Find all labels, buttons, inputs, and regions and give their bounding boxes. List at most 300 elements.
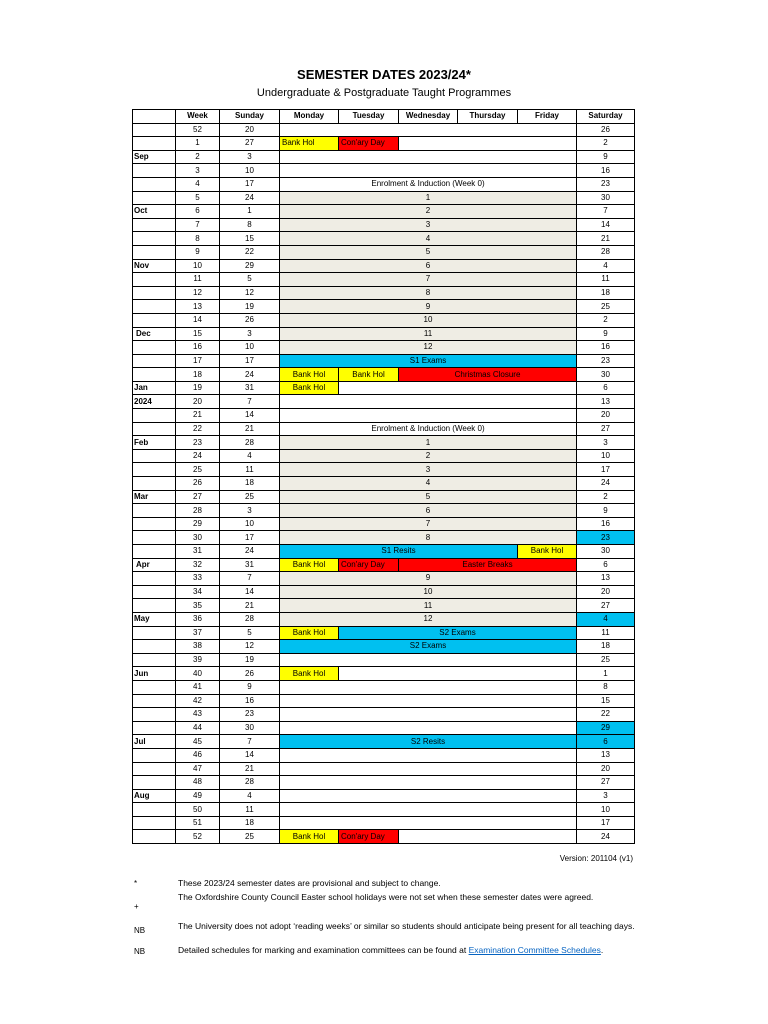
saturday-cell: 25 [577, 653, 635, 667]
note-symbol-nb-2: NB [134, 947, 146, 956]
event-cell [399, 830, 577, 844]
saturday-cell: 23 [577, 531, 635, 545]
event-cell [280, 816, 577, 830]
week-cell: 52 [176, 123, 220, 137]
table-row [133, 286, 635, 300]
saturday-cell: 6 [577, 558, 635, 572]
event-cell: 8 [280, 531, 577, 545]
month-cell: Feb [133, 436, 176, 450]
sunday-cell: 25 [220, 490, 280, 504]
event-cell [339, 381, 577, 395]
event-cell [399, 137, 577, 151]
note-committee-period: . [600, 945, 604, 955]
month-cell: Mar [133, 490, 176, 504]
month-cell [133, 803, 176, 817]
event-cell [280, 748, 577, 762]
week-cell: 17 [176, 354, 220, 368]
saturday-cell: 20 [577, 585, 635, 599]
sunday-cell: 1 [220, 205, 280, 219]
sunday-cell: 8 [220, 218, 280, 232]
week-cell: 28 [176, 504, 220, 518]
table-row [133, 735, 635, 749]
sunday-cell: 18 [220, 816, 280, 830]
event-cell [280, 776, 577, 790]
note-easter-holidays: The Oxfordshire County Council Easter school holidays were not set when these semester dates were agreed. [178, 892, 594, 902]
table-row [133, 409, 635, 423]
event-cell [280, 150, 577, 164]
event-cell: S2 Exams [280, 640, 577, 654]
saturday-cell: 4 [577, 612, 635, 626]
sunday-cell: 31 [220, 558, 280, 572]
table-row [133, 748, 635, 762]
sunday-cell: 17 [220, 354, 280, 368]
sunday-cell: 4 [220, 789, 280, 803]
month-cell: Sep [133, 150, 176, 164]
saturday-cell: 13 [577, 572, 635, 586]
note-provisional: These 2023/24 semester dates are provisional and subject to change. [178, 878, 441, 888]
month-cell [133, 273, 176, 287]
month-cell: Apr [133, 558, 176, 572]
sunday-cell: 16 [220, 694, 280, 708]
sunday-cell: 4 [220, 449, 280, 463]
sunday-cell: 24 [220, 545, 280, 559]
event-cell: 6 [280, 259, 577, 273]
month-cell [133, 830, 176, 844]
sunday-cell: 3 [220, 327, 280, 341]
event-cell [339, 667, 577, 681]
sunday-cell: 19 [220, 300, 280, 314]
month-cell [133, 640, 176, 654]
week-cell: 11 [176, 273, 220, 287]
table-row [133, 789, 635, 803]
month-cell [133, 517, 176, 531]
table-row [133, 531, 635, 545]
week-cell: 4 [176, 177, 220, 191]
week-cell: 7 [176, 218, 220, 232]
event-cell: S2 Resits [280, 735, 577, 749]
week-cell: 46 [176, 748, 220, 762]
saturday-cell: 1 [577, 667, 635, 681]
table-row [133, 368, 635, 382]
table-row [133, 558, 635, 572]
saturday-cell: 13 [577, 748, 635, 762]
sunday-cell: 14 [220, 748, 280, 762]
month-cell [133, 449, 176, 463]
thursday-header: Thursday [458, 110, 518, 124]
month-cell [133, 232, 176, 246]
week-cell: 37 [176, 626, 220, 640]
sunday-cell: 31 [220, 381, 280, 395]
event-cell: Con'ary Day [339, 830, 399, 844]
sunday-cell: 7 [220, 572, 280, 586]
examination-committee-schedules-link[interactable]: Examination Committee Schedules [468, 945, 601, 955]
month-cell: Jan [133, 381, 176, 395]
saturday-cell: 24 [577, 830, 635, 844]
table-row [133, 708, 635, 722]
month-cell [133, 748, 176, 762]
event-cell: S1 Resits [280, 545, 518, 559]
sunday-cell: 10 [220, 341, 280, 355]
week-cell: 32 [176, 558, 220, 572]
saturday-cell: 8 [577, 680, 635, 694]
table-row [133, 599, 635, 613]
sunday-cell: 14 [220, 409, 280, 423]
header-row [133, 110, 635, 124]
page-title: SEMESTER DATES 2023/24* [297, 67, 471, 82]
table-row [133, 585, 635, 599]
event-cell: 11 [280, 327, 577, 341]
sunday-cell: 9 [220, 680, 280, 694]
event-cell: Bank Hol [280, 381, 339, 395]
event-cell: 1 [280, 191, 577, 205]
table-row [133, 259, 635, 273]
event-cell [280, 409, 577, 423]
sunday-cell: 21 [220, 422, 280, 436]
table-row [133, 463, 635, 477]
sunday-cell: 25 [220, 830, 280, 844]
month-cell [133, 300, 176, 314]
month-cell [133, 191, 176, 205]
saturday-cell: 18 [577, 640, 635, 654]
sunday-cell: 18 [220, 477, 280, 491]
week-cell: 16 [176, 341, 220, 355]
week-cell: 38 [176, 640, 220, 654]
event-cell [280, 653, 577, 667]
saturday-cell: 21 [577, 232, 635, 246]
saturday-cell: 23 [577, 354, 635, 368]
table-row [133, 572, 635, 586]
event-cell: 9 [280, 300, 577, 314]
week-cell: 1 [176, 137, 220, 151]
week-cell: 18 [176, 368, 220, 382]
sunday-cell: 27 [220, 137, 280, 151]
table-row [133, 232, 635, 246]
week-cell: 5 [176, 191, 220, 205]
month-cell [133, 816, 176, 830]
month-cell [133, 762, 176, 776]
week-cell: 40 [176, 667, 220, 681]
week-cell: 39 [176, 653, 220, 667]
sunday-cell: 30 [220, 721, 280, 735]
saturday-cell: 9 [577, 504, 635, 518]
week-cell: 9 [176, 245, 220, 259]
event-cell [280, 803, 577, 817]
week-cell: 2 [176, 150, 220, 164]
event-cell: 10 [280, 585, 577, 599]
month-cell: Jun [133, 667, 176, 681]
table-row [133, 245, 635, 259]
table-row [133, 436, 635, 450]
tuesday-header: Tuesday [339, 110, 399, 124]
month-cell [133, 164, 176, 178]
sunday-cell: 24 [220, 368, 280, 382]
saturday-cell: 16 [577, 341, 635, 355]
sunday-cell: 19 [220, 653, 280, 667]
week-cell: 36 [176, 612, 220, 626]
event-cell: 4 [280, 232, 577, 246]
event-cell: 12 [280, 341, 577, 355]
saturday-cell: 9 [577, 150, 635, 164]
sunday-cell: 7 [220, 395, 280, 409]
sunday-cell: 3 [220, 150, 280, 164]
saturday-cell: 2 [577, 490, 635, 504]
saturday-cell: 7 [577, 205, 635, 219]
event-cell: Christmas Closure [399, 368, 577, 382]
sunday-cell: 28 [220, 612, 280, 626]
table-row [133, 517, 635, 531]
saturday-cell: 14 [577, 218, 635, 232]
sunday-cell: 17 [220, 531, 280, 545]
month-cell [133, 245, 176, 259]
month-cell: Jul [133, 735, 176, 749]
saturday-cell: 4 [577, 259, 635, 273]
week-cell: 29 [176, 517, 220, 531]
event-cell: 7 [280, 517, 577, 531]
wednesday-header: Wednesday [399, 110, 458, 124]
week-cell: 14 [176, 313, 220, 327]
month-header [133, 110, 176, 124]
saturday-cell: 23 [577, 177, 635, 191]
month-cell [133, 721, 176, 735]
table-row [133, 354, 635, 368]
week-cell: 10 [176, 259, 220, 273]
friday-header: Friday [518, 110, 577, 124]
table-row [133, 205, 635, 219]
table-row [133, 164, 635, 178]
table-row [133, 422, 635, 436]
saturday-cell: 27 [577, 422, 635, 436]
month-cell [133, 422, 176, 436]
month-cell [133, 123, 176, 137]
week-cell: 12 [176, 286, 220, 300]
week-cell: 49 [176, 789, 220, 803]
event-cell: S1 Exams [280, 354, 577, 368]
event-cell: Enrolment & Induction (Week 0) [280, 422, 577, 436]
week-cell: 26 [176, 477, 220, 491]
sunday-cell: 12 [220, 640, 280, 654]
table-row [133, 150, 635, 164]
event-cell [280, 789, 577, 803]
table-row [133, 273, 635, 287]
note-reading-weeks: The University does not adopt ‘reading weeks’ or similar so students should anticipate being present for all teaching days. [178, 921, 635, 931]
month-cell [133, 313, 176, 327]
month-cell [133, 286, 176, 300]
week-cell: 23 [176, 436, 220, 450]
month-cell: May [133, 612, 176, 626]
month-cell [133, 218, 176, 232]
saturday-cell: 30 [577, 368, 635, 382]
sunday-cell: 15 [220, 232, 280, 246]
week-cell: 35 [176, 599, 220, 613]
saturday-cell: 3 [577, 436, 635, 450]
sunday-cell: 17 [220, 177, 280, 191]
sunday-header: Sunday [220, 110, 280, 124]
month-cell [133, 585, 176, 599]
saturday-cell: 20 [577, 409, 635, 423]
saturday-cell: 13 [577, 395, 635, 409]
month-cell [133, 531, 176, 545]
week-cell: 8 [176, 232, 220, 246]
table-row [133, 449, 635, 463]
table-row [133, 667, 635, 681]
table-row [133, 830, 635, 844]
saturday-cell: 16 [577, 164, 635, 178]
month-cell [133, 177, 176, 191]
week-cell: 27 [176, 490, 220, 504]
sunday-cell: 28 [220, 776, 280, 790]
table-row [133, 762, 635, 776]
month-cell [133, 368, 176, 382]
table-row [133, 776, 635, 790]
week-cell: 15 [176, 327, 220, 341]
month-cell [133, 463, 176, 477]
event-cell: 12 [280, 612, 577, 626]
table-row [133, 680, 635, 694]
month-cell [133, 708, 176, 722]
event-cell: 2 [280, 449, 577, 463]
week-cell: 24 [176, 449, 220, 463]
table-row [133, 803, 635, 817]
month-cell [133, 409, 176, 423]
event-cell: 7 [280, 273, 577, 287]
event-cell: 8 [280, 286, 577, 300]
event-cell [280, 762, 577, 776]
saturday-cell: 2 [577, 137, 635, 151]
saturday-cell: 17 [577, 816, 635, 830]
saturday-cell: 30 [577, 191, 635, 205]
page-subtitle: Undergraduate & Postgraduate Taught Programmes [256, 87, 512, 99]
event-cell [280, 694, 577, 708]
table-row [133, 694, 635, 708]
month-cell [133, 354, 176, 368]
week-cell: 34 [176, 585, 220, 599]
event-cell: Bank Hol [339, 368, 399, 382]
table-row [133, 612, 635, 626]
week-cell: 48 [176, 776, 220, 790]
sunday-cell: 26 [220, 313, 280, 327]
note-committee-text: Detailed schedules for marking and examination committees can be found at [178, 945, 469, 955]
saturday-cell: 26 [577, 123, 635, 137]
sunday-cell: 12 [220, 286, 280, 300]
event-cell [280, 721, 577, 735]
sunday-cell: 10 [220, 517, 280, 531]
month-cell [133, 572, 176, 586]
saturday-cell: 20 [577, 762, 635, 776]
week-cell: 43 [176, 708, 220, 722]
event-cell: 10 [280, 313, 577, 327]
sunday-cell: 5 [220, 626, 280, 640]
sunday-cell: 20 [220, 123, 280, 137]
saturday-cell: 10 [577, 449, 635, 463]
event-cell [280, 164, 577, 178]
table-row [133, 653, 635, 667]
month-cell [133, 776, 176, 790]
week-cell: 20 [176, 395, 220, 409]
calendar-body [133, 123, 635, 843]
event-cell [280, 395, 577, 409]
event-cell [280, 708, 577, 722]
semester-calendar-table [132, 109, 635, 844]
saturday-cell: 6 [577, 381, 635, 395]
table-row [133, 137, 635, 151]
sunday-cell: 22 [220, 245, 280, 259]
table-row [133, 177, 635, 191]
week-cell: 41 [176, 680, 220, 694]
month-cell: 2024 [133, 395, 176, 409]
month-cell: Oct [133, 205, 176, 219]
week-cell: 30 [176, 531, 220, 545]
event-cell: 6 [280, 504, 577, 518]
event-cell: Bank Hol [280, 558, 339, 572]
month-cell: Aug [133, 789, 176, 803]
saturday-cell: 10 [577, 803, 635, 817]
sunday-cell: 24 [220, 191, 280, 205]
saturday-cell: 27 [577, 599, 635, 613]
table-row [133, 477, 635, 491]
event-cell [280, 680, 577, 694]
event-cell: 5 [280, 490, 577, 504]
month-cell [133, 599, 176, 613]
week-cell: 50 [176, 803, 220, 817]
week-cell: 21 [176, 409, 220, 423]
month-cell [133, 680, 176, 694]
table-row [133, 123, 635, 137]
month-cell [133, 477, 176, 491]
event-cell: 9 [280, 572, 577, 586]
saturday-cell: 25 [577, 300, 635, 314]
table-row [133, 816, 635, 830]
event-cell: Con'ary Day [339, 137, 399, 151]
saturday-cell: 15 [577, 694, 635, 708]
table-row [133, 626, 635, 640]
note-symbol-plus: + [134, 902, 139, 911]
table-row [133, 545, 635, 559]
table-row [133, 381, 635, 395]
week-header: Week [176, 110, 220, 124]
saturday-cell: 17 [577, 463, 635, 477]
month-cell [133, 137, 176, 151]
sunday-cell: 28 [220, 436, 280, 450]
monday-header: Monday [280, 110, 339, 124]
week-cell: 51 [176, 816, 220, 830]
event-cell: Con'ary Day [339, 558, 399, 572]
table-row [133, 313, 635, 327]
week-cell: 47 [176, 762, 220, 776]
week-cell: 33 [176, 572, 220, 586]
sunday-cell: 26 [220, 667, 280, 681]
version-label: Version: 201104 (v1) [559, 854, 633, 863]
month-cell: Nov [133, 259, 176, 273]
table-row [133, 490, 635, 504]
sunday-cell: 29 [220, 259, 280, 273]
event-cell: S2 Exams [339, 626, 577, 640]
month-cell [133, 504, 176, 518]
table-row [133, 327, 635, 341]
week-cell: 6 [176, 205, 220, 219]
event-cell: Bank Hol [280, 830, 339, 844]
saturday-cell: 30 [577, 545, 635, 559]
month-cell [133, 545, 176, 559]
saturday-cell: 29 [577, 721, 635, 735]
sunday-cell: 11 [220, 803, 280, 817]
week-cell: 25 [176, 463, 220, 477]
week-cell: 31 [176, 545, 220, 559]
event-cell: Bank Hol [280, 626, 339, 640]
event-cell: 11 [280, 599, 577, 613]
sunday-cell: 23 [220, 708, 280, 722]
event-cell: Bank Hol [280, 137, 339, 151]
event-cell: Bank Hol [280, 667, 339, 681]
